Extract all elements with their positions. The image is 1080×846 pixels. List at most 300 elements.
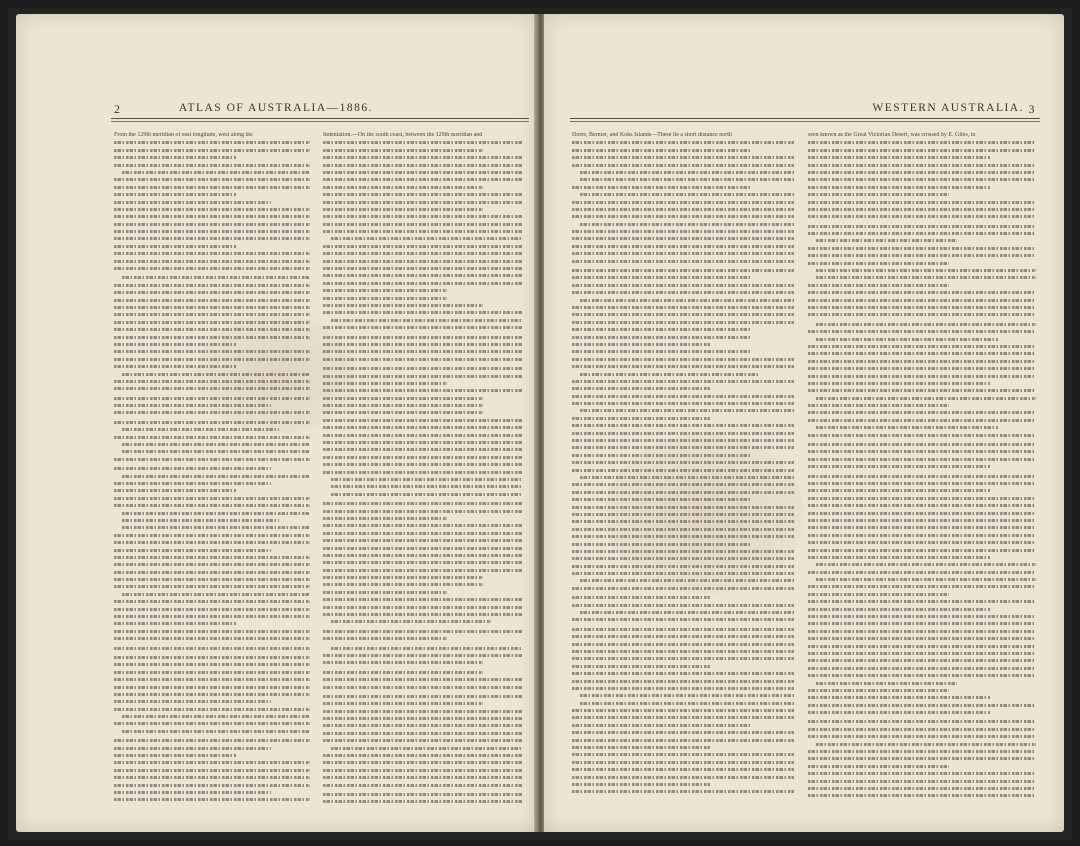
text-line <box>331 645 523 652</box>
text-line <box>808 343 1036 350</box>
text-line <box>808 473 1036 480</box>
text-line <box>114 554 310 561</box>
text-line <box>808 733 1036 740</box>
text-line <box>114 199 271 206</box>
text-line <box>572 781 710 788</box>
text-line <box>808 311 1036 318</box>
text-line <box>323 365 523 372</box>
text-line <box>323 791 523 798</box>
text-line <box>323 199 523 206</box>
text-line <box>114 613 310 620</box>
text-line <box>114 495 310 502</box>
text-line <box>114 311 310 318</box>
text-line <box>808 402 949 409</box>
left-page-header <box>16 99 536 119</box>
text-line <box>572 541 750 548</box>
text-line <box>572 663 710 670</box>
text-line <box>572 415 710 422</box>
text-line <box>323 213 523 220</box>
text-line <box>572 319 794 326</box>
text-line <box>808 432 1036 439</box>
text-line <box>572 304 794 311</box>
text-line <box>114 620 236 627</box>
text-line <box>114 661 310 668</box>
text-line <box>808 643 1036 650</box>
text-line <box>808 598 1036 605</box>
text-line <box>114 385 310 392</box>
text-line <box>114 465 271 472</box>
text-line <box>572 258 794 265</box>
text-line <box>114 774 310 781</box>
text-line <box>122 591 310 598</box>
text-line <box>572 206 794 213</box>
right-page-header <box>544 99 1064 119</box>
header-rule-thin <box>111 121 529 122</box>
text-line <box>323 676 523 683</box>
text-line <box>122 441 310 448</box>
text-line <box>808 480 1036 487</box>
text-line <box>323 380 447 387</box>
text-line <box>808 495 1036 502</box>
text-line <box>572 788 794 795</box>
text-line <box>114 176 310 183</box>
text-line <box>572 282 794 289</box>
text-line <box>572 334 750 341</box>
text-line <box>572 341 710 348</box>
text-line <box>808 147 1036 154</box>
text-line <box>572 154 794 161</box>
text-line <box>816 395 1036 402</box>
text-line <box>114 402 271 409</box>
text-line <box>572 430 794 437</box>
text-line <box>808 694 990 701</box>
text-line <box>323 446 523 453</box>
text-line <box>122 473 310 480</box>
text-line <box>114 235 310 242</box>
text-line <box>323 454 523 461</box>
text-line <box>122 448 310 455</box>
text-line <box>572 714 794 721</box>
text-line <box>572 481 794 488</box>
text-line <box>114 348 310 355</box>
text-line <box>114 789 271 796</box>
text-line <box>323 176 523 183</box>
text-line <box>323 730 523 737</box>
text-line <box>808 583 1036 590</box>
text-line <box>114 297 310 304</box>
text-line <box>572 422 794 429</box>
text-line <box>114 691 310 698</box>
text-line <box>572 243 794 250</box>
text-line <box>114 598 310 605</box>
text-line <box>114 706 310 713</box>
text-line <box>323 669 483 676</box>
text-line <box>580 221 794 228</box>
text-line <box>580 407 794 414</box>
text-line <box>114 752 236 759</box>
text-line <box>808 665 1036 672</box>
text-line <box>114 737 310 744</box>
text-line <box>572 228 794 235</box>
text-line <box>331 317 523 324</box>
text-line <box>114 326 310 333</box>
text-line <box>323 191 523 198</box>
text-line <box>114 154 236 161</box>
text-line <box>114 576 310 583</box>
text-line <box>323 295 447 302</box>
text-line <box>323 693 523 700</box>
text-line <box>114 502 310 509</box>
text-line <box>808 191 949 198</box>
text-line <box>572 616 794 623</box>
right-column-1 <box>572 132 794 822</box>
text-line <box>816 576 1036 583</box>
text-line <box>808 613 1036 620</box>
text-line <box>122 169 310 176</box>
text-line <box>580 176 794 183</box>
text-line <box>323 700 483 707</box>
text-line <box>323 424 523 431</box>
text-line <box>323 530 523 537</box>
text-line <box>572 311 794 318</box>
text-line <box>808 635 1036 642</box>
text-line <box>114 767 310 774</box>
text-line <box>122 274 310 281</box>
header-rule <box>111 118 529 119</box>
text-line <box>572 594 710 601</box>
text-line <box>572 356 794 363</box>
text-line <box>808 657 1036 664</box>
text-line <box>808 591 949 598</box>
right-col2-first-line: seen known as the Great Victorian Desert, was crossed by E. Giles, in <box>808 132 976 138</box>
text-line <box>572 751 794 758</box>
text-line <box>580 169 794 176</box>
text-line <box>572 670 794 677</box>
text-line <box>323 258 523 265</box>
text-line <box>114 606 310 613</box>
text-line <box>808 282 949 289</box>
text-line <box>572 496 750 503</box>
text-line <box>323 652 523 659</box>
text-line <box>808 770 1036 777</box>
text-line <box>808 373 1036 380</box>
text-line <box>572 504 794 511</box>
text-line <box>114 561 310 568</box>
text-line <box>114 745 271 752</box>
text-line <box>323 581 483 588</box>
text-line <box>323 508 523 515</box>
text-line <box>114 628 310 635</box>
text-line <box>808 162 1036 169</box>
text-line <box>114 304 310 311</box>
text-line <box>323 272 523 279</box>
text-line <box>808 230 1036 237</box>
text-line <box>323 722 523 729</box>
text-line <box>572 737 794 744</box>
text-line <box>808 358 1036 365</box>
text-line <box>331 235 523 242</box>
text-line <box>580 191 794 198</box>
text-line <box>323 206 483 213</box>
text-line <box>808 755 1036 762</box>
book-spread <box>8 8 1072 840</box>
text-line <box>808 763 949 770</box>
text-line <box>114 782 310 789</box>
text-line <box>122 371 310 378</box>
text-line <box>114 341 236 348</box>
text-line <box>331 476 523 483</box>
text-line <box>323 184 483 191</box>
text-line <box>808 628 1036 635</box>
text-line <box>323 341 523 348</box>
text-line <box>323 559 523 566</box>
text-line <box>808 260 949 267</box>
text-line <box>808 206 1036 213</box>
text-line <box>114 265 310 272</box>
text-line <box>323 737 523 744</box>
text-line <box>808 169 1036 176</box>
text-line <box>323 139 523 146</box>
text-line <box>572 548 794 555</box>
text-line <box>808 245 1036 252</box>
text-line <box>572 626 794 633</box>
text-line <box>114 213 310 220</box>
text-line <box>572 147 750 154</box>
text-line <box>323 522 523 529</box>
text-line <box>808 297 1036 304</box>
text-line <box>572 722 750 729</box>
left-col2-first-line: Indentation.—On the south coast, between the 129th meridian and <box>323 132 483 138</box>
text-line <box>323 439 523 446</box>
text-line <box>808 387 1036 394</box>
left-column-2 <box>323 132 523 822</box>
text-line <box>808 709 990 716</box>
text-line <box>323 684 523 691</box>
text-line <box>114 363 236 370</box>
text-line <box>114 645 310 652</box>
text-line <box>572 250 794 257</box>
text-line <box>808 702 1036 709</box>
text-line <box>808 792 1036 799</box>
text-line <box>808 328 1036 335</box>
text-line <box>323 567 523 574</box>
text-line <box>580 297 794 304</box>
text-line <box>572 184 750 191</box>
text-line <box>323 500 523 507</box>
text-line <box>114 583 310 590</box>
text-line <box>323 147 483 154</box>
text-line <box>323 228 523 235</box>
text-line <box>808 213 1036 220</box>
text-line <box>572 685 794 692</box>
text-line <box>572 162 794 169</box>
left-col1-first-line: From the 129th meridian of east longitude, west along the <box>114 132 253 138</box>
text-line <box>808 524 1036 531</box>
text-line <box>572 235 794 242</box>
text-line <box>580 474 794 481</box>
text-line <box>580 692 794 699</box>
text-line <box>114 539 310 546</box>
text-line <box>323 387 523 394</box>
text-line <box>323 604 523 611</box>
text-line <box>572 348 750 355</box>
text-line <box>808 139 1036 146</box>
text-line <box>816 267 1036 274</box>
text-line <box>572 274 750 281</box>
text-line <box>808 252 1036 259</box>
text-line <box>580 609 794 616</box>
text-line <box>808 199 1036 206</box>
text-line <box>572 602 794 609</box>
text-line <box>572 533 794 540</box>
text-line <box>808 304 1036 311</box>
text-line <box>580 577 794 584</box>
text-line <box>808 687 949 694</box>
text-line <box>114 720 310 727</box>
text-line <box>114 191 236 198</box>
text-line <box>572 437 794 444</box>
text-line <box>323 348 523 355</box>
text-line <box>114 569 310 576</box>
text-line <box>572 648 794 655</box>
text-line <box>323 162 523 169</box>
text-line <box>808 569 1036 576</box>
text-line <box>808 718 1036 725</box>
text-line <box>808 289 1036 296</box>
text-line <box>122 510 310 517</box>
text-line <box>114 228 310 235</box>
text-line <box>808 154 990 161</box>
text-line <box>323 596 523 603</box>
text-line <box>114 409 310 416</box>
text-line <box>323 552 523 559</box>
text-line <box>808 456 1036 463</box>
header-rule-thin <box>570 121 1040 122</box>
text-line <box>331 483 523 490</box>
text-line <box>323 395 483 402</box>
text-line <box>323 782 523 789</box>
text-line <box>323 265 523 272</box>
text-line <box>114 356 310 363</box>
text-line <box>114 139 310 146</box>
text-line <box>114 289 310 296</box>
text-line <box>114 282 310 289</box>
text-line <box>808 441 1036 448</box>
text-line <box>323 628 523 635</box>
text-line <box>323 545 523 552</box>
text-line <box>323 280 523 287</box>
text-line <box>114 532 310 539</box>
text-line <box>572 459 794 466</box>
text-line <box>114 419 310 426</box>
text-line <box>114 635 310 642</box>
text-line <box>572 526 794 533</box>
text-line <box>323 515 447 522</box>
text-line <box>816 274 1036 281</box>
text-line <box>323 574 483 581</box>
text-line <box>808 547 1036 554</box>
text-line <box>808 365 1036 372</box>
text-line <box>808 463 990 470</box>
text-line <box>114 319 310 326</box>
text-line <box>572 213 794 220</box>
left-page-number: 2 <box>114 102 122 116</box>
text-line <box>323 243 523 250</box>
text-line <box>323 752 523 759</box>
text-line <box>572 467 794 474</box>
text-line <box>808 184 990 191</box>
text-line <box>323 461 523 468</box>
text-line <box>808 539 1036 546</box>
text-line <box>808 448 1036 455</box>
right-page <box>544 14 1064 832</box>
text-line <box>323 798 523 805</box>
text-line <box>572 489 794 496</box>
text-line <box>808 672 1036 679</box>
text-line <box>808 650 1036 657</box>
text-line <box>572 585 794 592</box>
text-line <box>808 380 990 387</box>
text-line <box>114 456 310 463</box>
text-line <box>331 618 491 625</box>
text-line <box>323 759 523 766</box>
text-line <box>572 363 794 370</box>
text-line <box>323 169 523 176</box>
text-line <box>323 611 523 618</box>
text-line <box>323 417 523 424</box>
text-line <box>572 570 794 577</box>
text-line <box>816 237 957 244</box>
header-rule <box>570 118 1040 119</box>
text-line <box>114 759 310 766</box>
text-line <box>572 766 794 773</box>
text-line <box>114 221 310 228</box>
text-line <box>114 434 310 441</box>
text-line <box>323 356 523 363</box>
text-line <box>808 350 1036 357</box>
text-line <box>323 302 483 309</box>
left-page <box>16 14 536 832</box>
text-line <box>114 676 310 683</box>
text-line <box>572 444 794 451</box>
text-line <box>808 748 1036 755</box>
text-line <box>114 480 271 487</box>
left-column-1 <box>114 132 310 822</box>
right-column-2 <box>808 132 1036 822</box>
text-line <box>816 561 1036 568</box>
text-line <box>114 654 310 661</box>
right-col1-first-line: Dorre, Bernier, and Koks Islands—These lie a short distance north <box>572 132 732 138</box>
text-line <box>572 452 750 459</box>
text-line <box>808 785 1036 792</box>
text-line <box>572 729 794 736</box>
text-line <box>114 487 236 494</box>
text-line <box>572 267 794 274</box>
text-line <box>572 199 794 206</box>
text-line <box>323 635 447 642</box>
text-line <box>572 326 750 333</box>
text-line <box>816 336 998 343</box>
text-line <box>323 537 523 544</box>
text-line <box>323 708 523 715</box>
text-line <box>122 426 279 433</box>
text-line <box>808 510 1036 517</box>
text-line <box>580 700 794 707</box>
text-line <box>122 713 310 720</box>
text-line <box>323 309 523 316</box>
text-line <box>114 250 310 257</box>
text-line <box>580 371 758 378</box>
